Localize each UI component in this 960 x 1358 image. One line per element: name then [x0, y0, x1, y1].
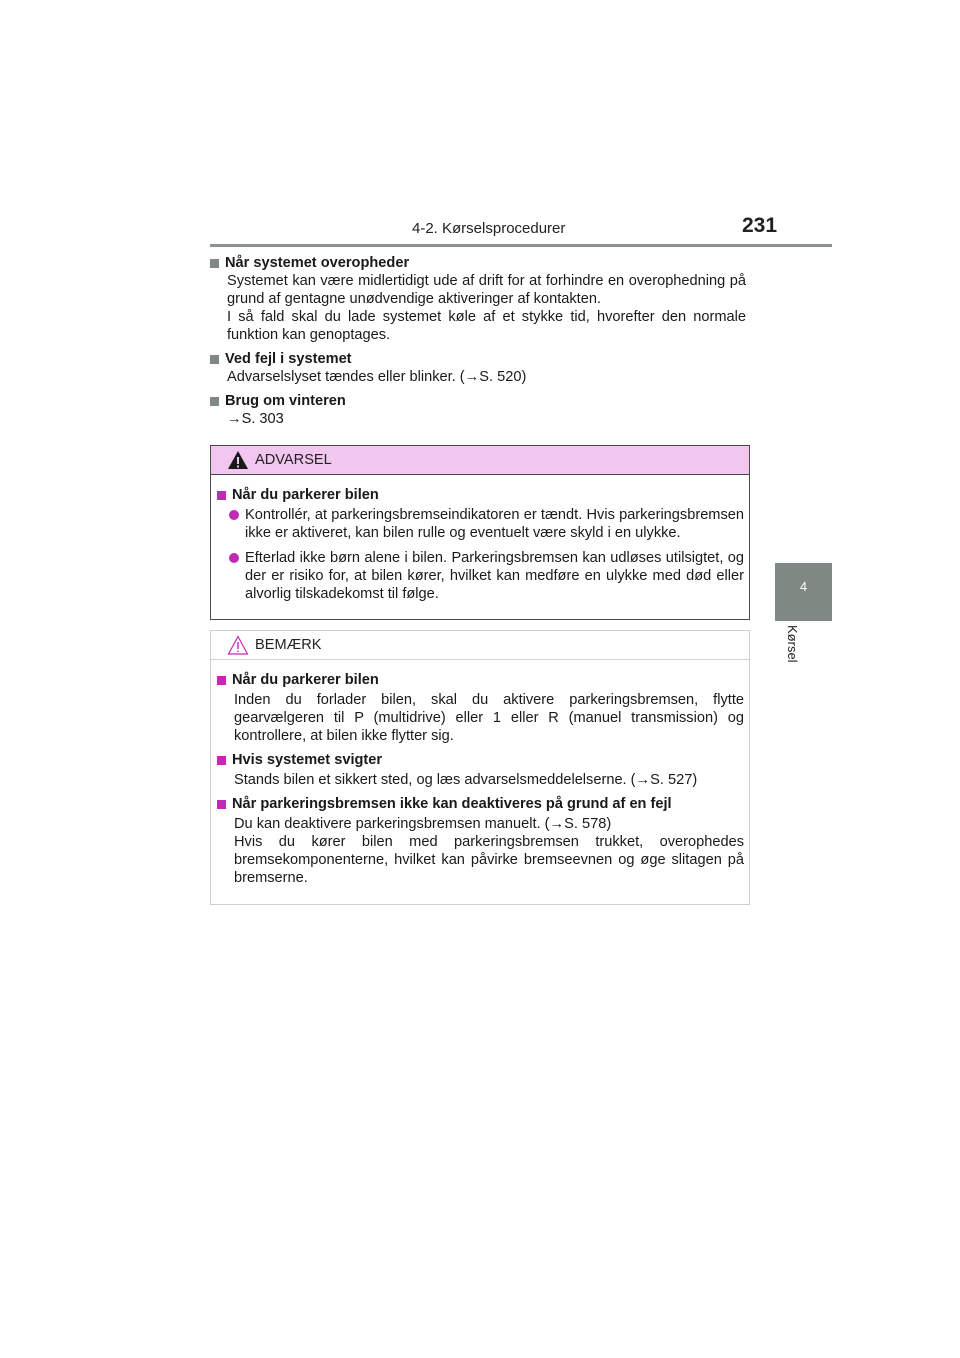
warning-label: ADVARSEL — [255, 452, 332, 468]
header-rule — [210, 244, 832, 247]
note-title: Når du parkerer bilen — [232, 672, 379, 688]
section-title: Brug om vinteren — [225, 393, 346, 409]
chapter-label — [770, 625, 830, 685]
note-section — [217, 795, 744, 887]
warning-title: Når du parkerer bilen — [232, 487, 379, 503]
square-bullet-icon — [217, 676, 226, 685]
warning-box — [210, 445, 750, 620]
warning-item-text: Kontrollér, at parkeringsbremseindikatoren er tændt. Hvis parkeringsbremsen ikke er aktiveret, kan bilen rulle og eventuelt være skyld i en ulykke. — [245, 507, 744, 541]
note-text: Inden du forlader bilen, skal du aktivere parkeringsbremsen, flytte gearvælgeren til P (multidrive) eller 1 eller R (manuel transmission) og kontrollere, at bilen ikke flytter sig. — [234, 692, 744, 744]
section-text: Systemet kan være midlertidigt ude af drift for at forhindre en overophedning på grund af gentagne unødvendige aktiveringer af kontakten. — [227, 273, 746, 307]
square-bullet-icon — [217, 491, 226, 500]
note-text: Stands bilen et sikkert sted, og læs advarselsmeddelelserne. (→S. 527) — [234, 772, 698, 788]
chapter-label-text: Kørsel — [785, 625, 800, 663]
list-item — [217, 549, 744, 603]
round-bullet-icon — [229, 510, 239, 520]
square-bullet-icon — [210, 397, 219, 406]
square-bullet-icon — [217, 756, 226, 765]
note-text: Hvis du kører bilen med parkeringsbremsen trukket, overophedes bremsekomponenterne, hvilket kan påvirke bremseevnen og øge slitagen på bremserne. — [234, 834, 744, 886]
square-bullet-icon — [210, 355, 219, 364]
square-bullet-icon — [210, 259, 219, 268]
section-title: Når systemet overopheder — [225, 255, 410, 271]
section — [210, 392, 746, 428]
section — [210, 350, 746, 386]
note-title: Når parkeringsbremsen ikke kan deaktiveres på grund af en fejl — [232, 796, 672, 812]
body-content — [210, 254, 746, 434]
section-title: Ved fejl i systemet — [225, 351, 352, 367]
warning-item-text: Efterlad ikke børn alene i bilen. Parkeringsbremsen kan udløses utilsigtet, og der er risiko for, at bilen kører, hvilket kan medføre en ulykke med død eller alvorlig tilskadekomst til følge. — [245, 550, 744, 602]
note-text: Du kan deaktivere parkeringsbremsen manuelt. (→S. 578) — [234, 816, 612, 832]
caution-triangle-icon — [227, 635, 249, 655]
note-label: BEMÆRK — [255, 637, 322, 653]
list-item — [217, 506, 744, 542]
note-section — [217, 751, 744, 789]
header-section-title: 4-2. Kørselsprocedurer — [412, 220, 566, 237]
note-title: Hvis systemet svigter — [232, 752, 383, 768]
note-box — [210, 630, 750, 905]
note-section — [217, 671, 744, 745]
chapter-tab[interactable] — [775, 563, 832, 621]
page-number: 231 — [742, 214, 778, 237]
section — [210, 254, 746, 344]
chapter-number: 4 — [799, 579, 808, 594]
section-text: I så fald skal du lade systemet køle af et stykke tid, hvorefter den normale funktion kan genoptages. — [227, 309, 746, 343]
section-text: →S. 303 — [227, 411, 284, 427]
warning-triangle-icon — [227, 450, 249, 470]
square-bullet-icon — [217, 800, 226, 809]
section-text: Advarselslyset tændes eller blinker. (→S. 520) — [227, 369, 527, 385]
warning-header — [211, 446, 749, 475]
note-header — [211, 631, 749, 660]
round-bullet-icon — [229, 553, 239, 563]
